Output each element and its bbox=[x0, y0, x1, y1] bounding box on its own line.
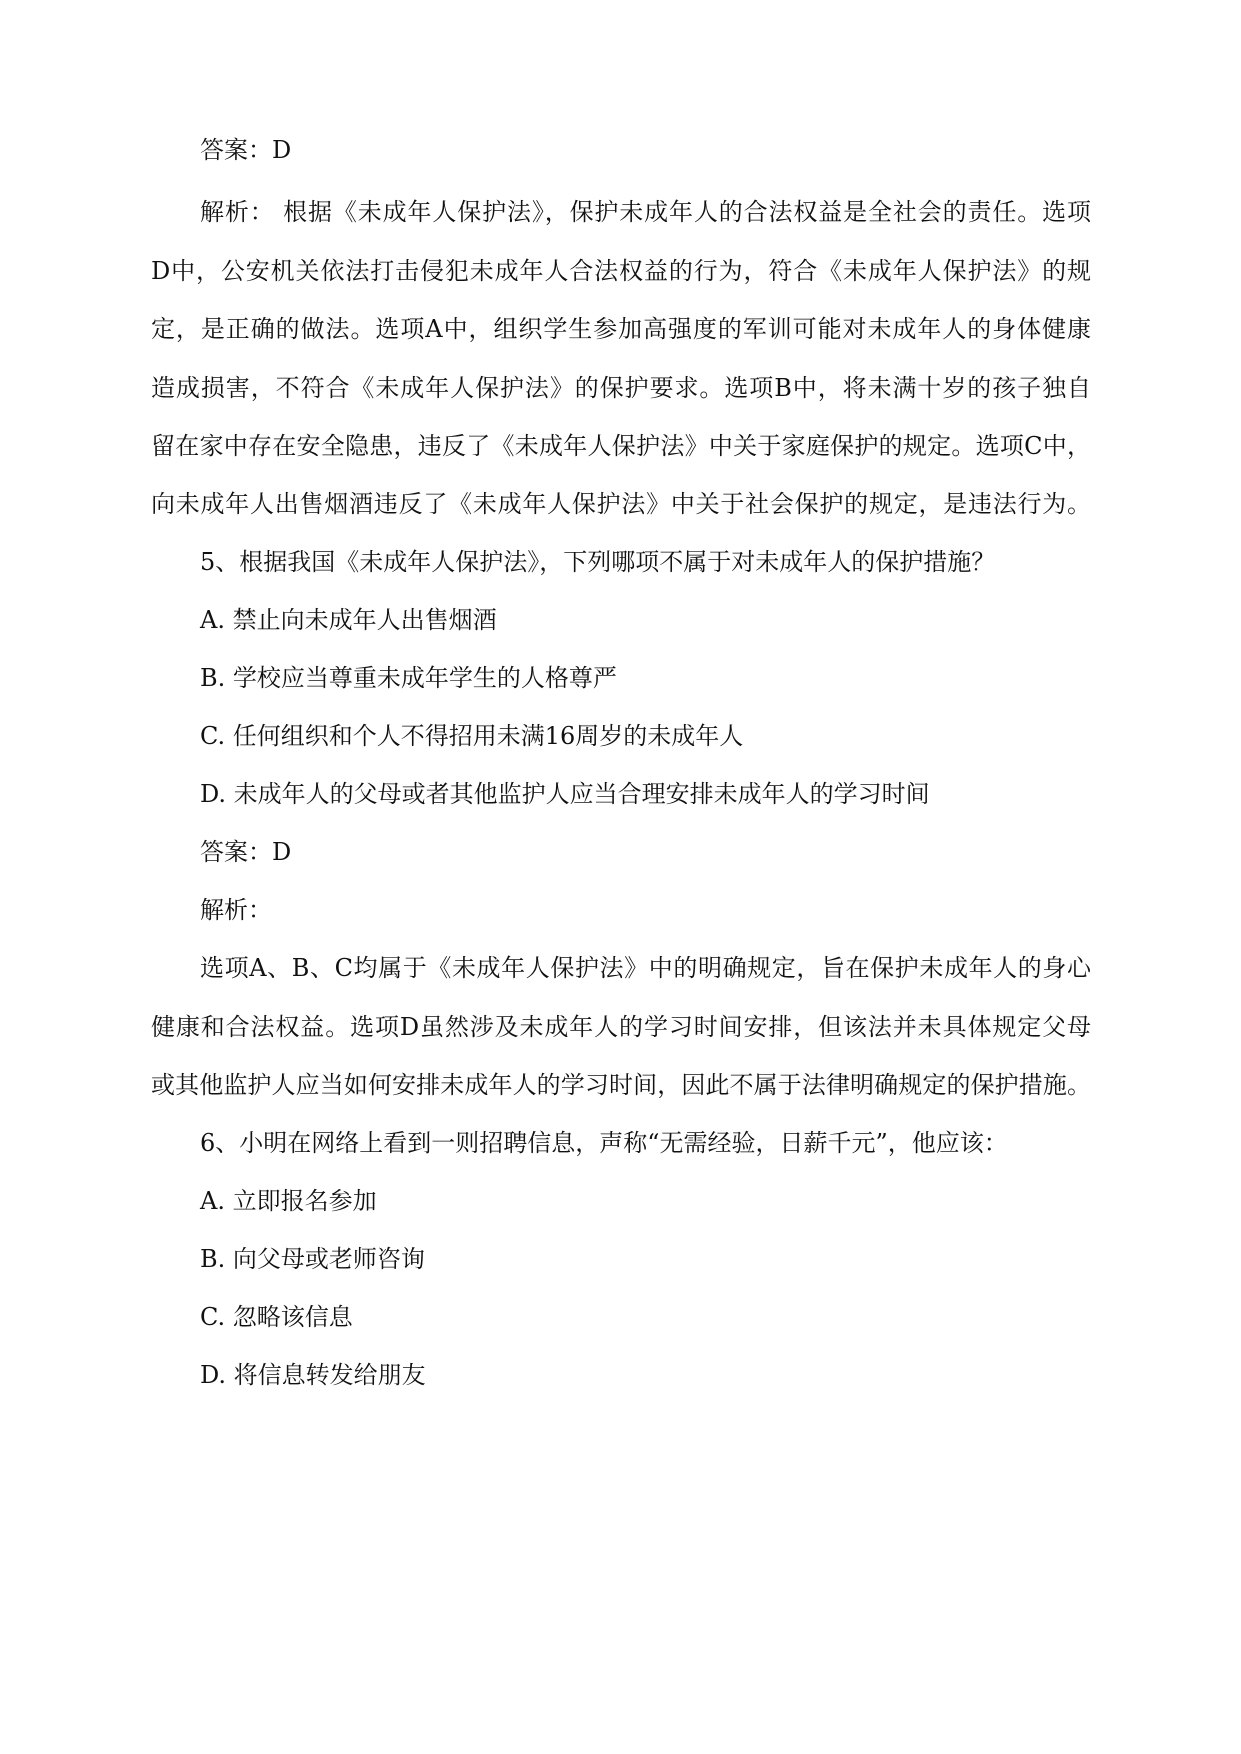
q5-analysis-line-1: 选项A、B、C均属于《未成年人保护法》中的明确规定，旨在保护未成年人的身心 bbox=[200, 954, 1091, 982]
q4-analysis-line-3: 定，是正确的做法。选项A中，组织学生参加高强度的军训可能对未成年人的身体健康 bbox=[151, 315, 1091, 343]
q5-question: 5、根据我国《未成年人保护法》，下列哪项不属于对未成年人的保护措施？ bbox=[200, 548, 996, 576]
q4-analysis-line-2: D中，公安机关依法打击侵犯未成年人合法权益的行为，符合《未成年人保护法》的规 bbox=[151, 257, 1091, 285]
q5-analysis-line-3: 或其他监护人应当如何安排未成年人的学习时间，因此不属于法律明确规定的保护措施。 bbox=[151, 1071, 1091, 1099]
q5-option-c: C. 任何组织和个人不得招用未满16周岁的未成年人 bbox=[200, 722, 744, 750]
q6-option-a: A. 立即报名参加 bbox=[200, 1187, 377, 1215]
q5-option-d: D. 未成年人的父母或者其他监护人应当合理安排未成年人的学习时间 bbox=[200, 780, 930, 808]
q4-analysis-line-6: 向未成年人出售烟酒违反了《未成年人保护法》中关于社会保护的规定，是违法行为。 bbox=[151, 490, 1091, 518]
q6-option-b: B. 向父母或老师咨询 bbox=[200, 1245, 425, 1273]
q6-option-d: D. 将信息转发给朋友 bbox=[200, 1361, 426, 1389]
q4-analysis-line-1: 解析： 根据《未成年人保护法》，保护未成年人的合法权益是全社会的责任。选项 bbox=[200, 198, 1091, 226]
q4-analysis-line-4: 造成损害，不符合《未成年人保护法》的保护要求。选项B中，将未满十岁的孩子独自 bbox=[151, 374, 1091, 402]
q5-option-a: A. 禁止向未成年人出售烟酒 bbox=[200, 606, 497, 634]
q6-option-c: C. 忽略该信息 bbox=[200, 1303, 353, 1331]
q5-answer: 答案：D bbox=[200, 838, 292, 866]
q4-answer: 答案：D bbox=[200, 136, 292, 164]
q6-question: 6、小明在网络上看到一则招聘信息，声称“无需经验，日薪千元”，他应该： bbox=[200, 1129, 1008, 1157]
q5-analysis-label: 解析： bbox=[200, 896, 272, 924]
q5-option-b: B. 学校应当尊重未成年学生的人格尊严 bbox=[200, 664, 617, 692]
q5-analysis-line-2: 健康和合法权益。选项D虽然涉及未成年人的学习时间安排，但该法并未具体规定父母 bbox=[151, 1013, 1091, 1041]
q4-analysis-line-5: 留在家中存在安全隐患，违反了《未成年人保护法》中关于家庭保护的规定。选项C中， bbox=[151, 432, 1091, 460]
